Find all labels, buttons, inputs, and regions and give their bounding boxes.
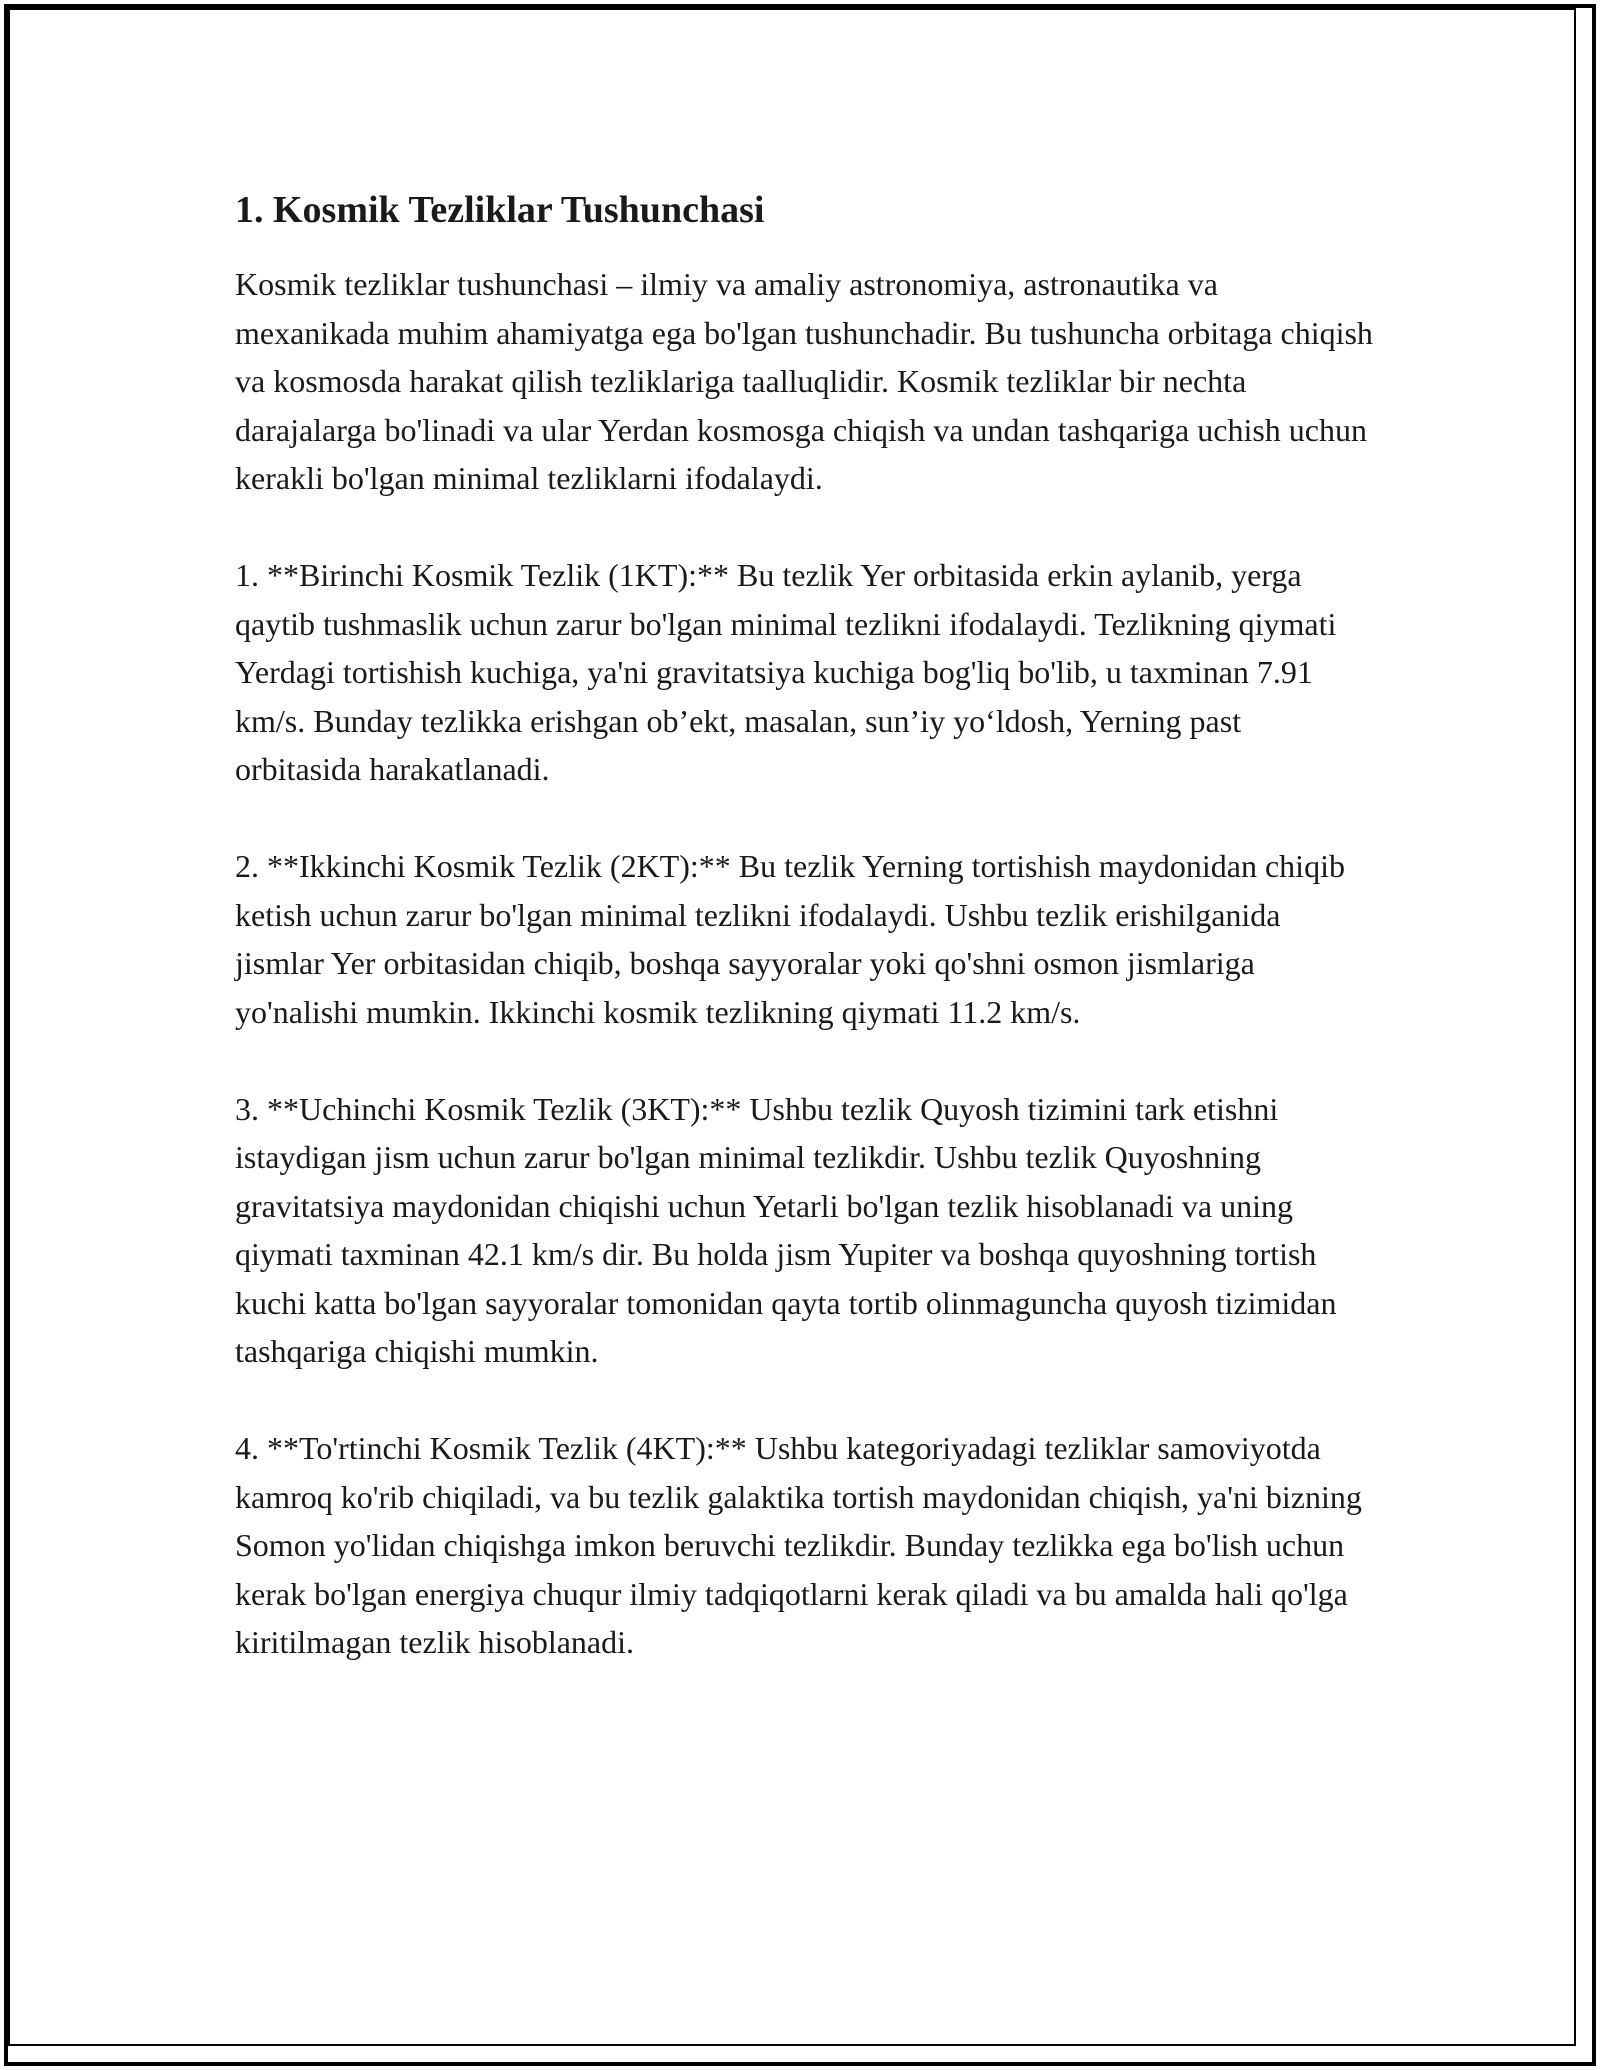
page-title: 1. Kosmik Tezliklar Tushunchasi — [235, 189, 765, 231]
fourth-cosmic-velocity-paragraph: 4. **To'rtinchi Kosmik Tezlik (4KT):** Ushbu kategoriyadagi tezliklar samoviyotda kamroq ko'rib chiqiladi, va bu tezlik galaktika tortish maydonidan chiqish, ya'ni bizning Somon yo'lidan chiqishga imkon beruvchi tezlikdir. Bunday tezlikka ega bo'lish uchun kerak bo'lgan energiya chuqur ilmiy tadqiqotlarni kerak qiladi va bu amalda hali qo'lga kiritilmagan tezlik hisoblanadi. — [235, 1430, 1362, 1660]
second-cosmic-velocity-paragraph: 2. **Ikkinchi Kosmik Tezlik (2KT):** Bu tezlik Yerning tortishish maydonidan chiqib ketish uchun zarur bo'lgan minimal tezlikni ifodalaydi. Ushbu tezlik erishilganida jismlar Yer orbitasidan chiqib, boshqa sayyoralar yoki qo'shni osmon jismlariga yo'nalishi mumkin. Ikkinchi kosmik tezlikning qiymati 11.2 km/s. — [235, 848, 1345, 1030]
document-body — [235, 186, 1375, 1715]
intro-paragraph: Kosmik tezliklar tushunchasi – ilmiy va amaliy astronomiya, astronautika va mexanikada muhim ahamiyatga ega bo'lgan tushunchadir. Bu tushuncha orbitaga chiqish va kosmosda harakat qilish tezliklariga taalluqlidir. Kosmik tezliklar bir nechta darajalarga bo'linadi va ular Yerdan kosmosga chiqish va undan tashqariga uchish uchun kerakli bo'lgan minimal tezliklarni ifodalaydi. — [235, 266, 1373, 496]
third-cosmic-velocity-paragraph: 3. **Uchinchi Kosmik Tezlik (3KT):** Ushbu tezlik Quyosh tizimini tark etishni istaydigan jism uchun zarur bo'lgan minimal tezlikdir. Ushbu tezlik Quyoshning gravitatsiya maydonidan chiqishi uchun Yetarli bo'lgan tezlik hisoblanadi va uning qiymati taxminan 42.1 km/s dir. Bu holda jism Yupiter va boshqa quyoshning tortish kuchi katta bo'lgan sayyoralar tomonidan qayta tortib olinmaguncha quyosh tizimidan tashqariga chiqishi mumkin. — [235, 1090, 1337, 1369]
first-cosmic-velocity-paragraph: 1. **Birinchi Kosmik Tezlik (1KT):** Bu tezlik Yer orbitasida erkin aylanib, yerga qaytib tushmaslik uchun zarur bo'lgan minimal tezlikni ifodalaydi. Tezlikning qiymati Yerdagi tortishish kuchiga, ya'ni gravitatsiya kuchiga bog'liq bo'lib, u taxminan 7.91 km/s. Bunday tezlikka erishgan ob’ekt, masalan, sun’iy yo‘ldosh, Yerning past orbitasida harakatlanadi. — [235, 557, 1337, 787]
